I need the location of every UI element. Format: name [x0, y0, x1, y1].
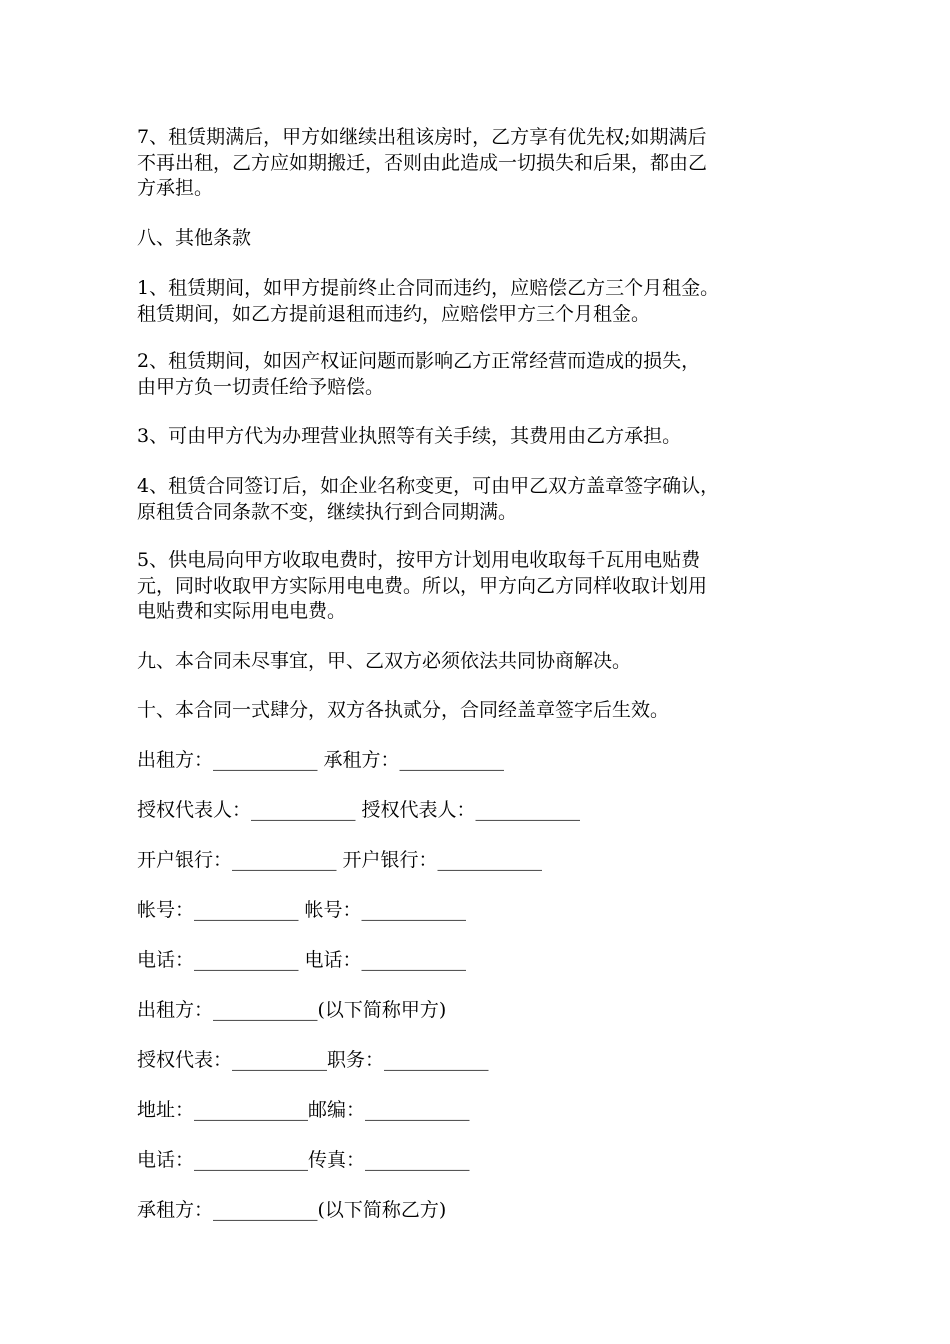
text-line: 3、可由甲方代为办理营业执照等有关手续，其费用由乙方承担。: [137, 425, 682, 447]
text-line: 1、租赁期间，如甲方提前终止合同而违约，应赔偿乙方三个月租金。: [137, 277, 720, 299]
signature-line-representatives: [137, 798, 837, 824]
item-2: [137, 349, 837, 400]
heading-text: 八、其他条款: [137, 227, 252, 249]
text-line: 九、本合同未尽事宜，甲、乙双方必须依法共同协商解决。: [137, 650, 632, 672]
signature-line-phones: [137, 948, 837, 974]
section-9: [137, 649, 837, 675]
signature-line-lessor-party-a: [137, 998, 837, 1024]
text-line: 不再出租，乙方应如期搬迁，否则由此造成一切损失和后果，都由乙: [137, 151, 708, 174]
signature-line-address-postcode: [137, 1098, 837, 1124]
item-1: [137, 276, 837, 327]
text-line: 租赁期间，如乙方提前退租而违约，应赔偿甲方三个月租金。: [137, 302, 651, 325]
text-line: 5、供电局向甲方收取电费时，按甲方计划用电收取每千瓦用电贴费: [137, 549, 701, 571]
signature-line: 电话：___________ 电话：___________: [137, 949, 467, 971]
item-3: [137, 424, 837, 450]
signature-line: 帐号：___________ 帐号：___________: [137, 899, 467, 921]
signature-line: 授权代表：__________职务：___________: [137, 1049, 489, 1071]
signature-line-banks: [137, 848, 837, 874]
signature-line: 授权代表人：___________ 授权代表人：___________: [137, 799, 581, 821]
signature-line-phone-fax: [137, 1148, 837, 1174]
signature-line-accounts: [137, 898, 837, 924]
signature-line: 出租方：___________ 承租方：___________: [137, 749, 505, 771]
signature-line: 开户银行：___________ 开户银行：___________: [137, 849, 543, 871]
text-line: 十、本合同一式肆分，双方各执贰分，合同经盖章签字后生效。: [137, 699, 670, 721]
text-line: 原租赁合同条款不变，继续执行到合同期满。: [137, 500, 518, 523]
text-line: 7、租赁期满后，甲方如继续出租该房时，乙方享有优先权;如期满后: [137, 126, 707, 148]
signature-line: 承租方：___________(以下简称乙方): [137, 1199, 447, 1221]
section-8-heading: [137, 226, 837, 252]
text-line: 电贴费和实际用电电费。: [137, 600, 347, 622]
signature-line: 电话：____________传真：___________: [137, 1149, 470, 1171]
signature-line-rep-position: [137, 1048, 837, 1074]
text-line: 方承担。: [137, 177, 214, 199]
text-line: 2、租赁期间，如因产权证问题而影响乙方正常经营而造成的损失，: [137, 350, 701, 372]
item-4: [137, 474, 837, 525]
clause-7: [137, 125, 837, 202]
text-line: 由甲方负一切责任给予赔偿。: [137, 375, 385, 398]
signature-line: 出租方：___________(以下简称甲方): [137, 999, 447, 1021]
item-5: [137, 548, 837, 625]
signature-line-lessor-lessee: [137, 748, 837, 774]
text-line: 4、租赁合同签订后，如企业名称变更，可由甲乙双方盖章签字确认，: [137, 475, 720, 497]
signature-line: 地址：____________邮编：___________: [137, 1099, 470, 1121]
signature-line-lessee-party-b: [137, 1198, 837, 1224]
text-line: 元，同时收取甲方实际用电电费。所以，甲方向乙方同样收取计划用: [137, 574, 708, 597]
section-10: [137, 698, 837, 724]
